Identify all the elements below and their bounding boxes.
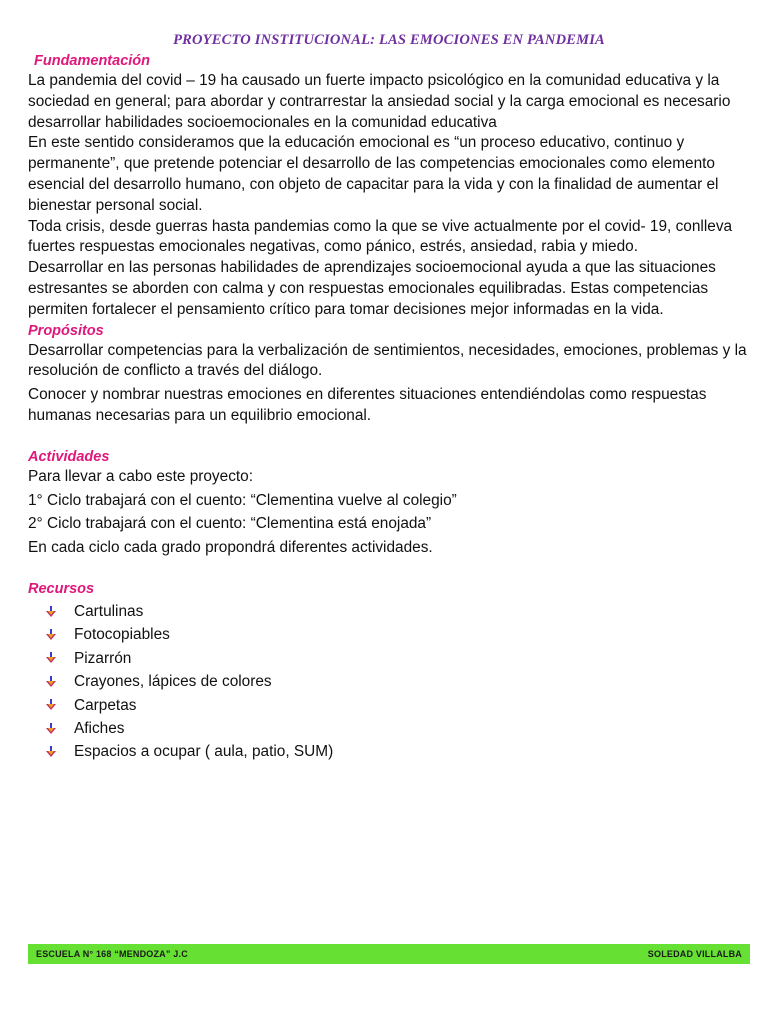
down-arrow-bullet-icon [46, 723, 56, 735]
down-arrow-bullet-icon [46, 652, 56, 664]
heading-propositos: Propósitos [28, 322, 104, 339]
list-item [46, 694, 750, 717]
recurso-label: Crayones, lápices de colores [74, 673, 272, 691]
footer-school: ESCUELA N° 168 “MENDOZA” J.C [36, 949, 188, 959]
footer-author: SOLEDAD VILLALBA [647, 949, 742, 959]
paragraph-propositos-2: Conocer y nombrar nuestras emociones en diferentes situaciones entendiéndolas como respuestas humanas necesarias para un equilibrio emocional. [28, 386, 707, 424]
document-page [28, 30, 750, 764]
recurso-label: Pizarrón [74, 649, 132, 667]
document-title: PROYECTO INSTITUCIONAL: LAS EMOCIONES EN PANDEMIA [173, 32, 605, 48]
heading-fundamentacion: Fundamentación [34, 53, 151, 69]
recurso-label: Cartulinas [74, 602, 144, 620]
recursos-list [28, 600, 750, 764]
list-item [46, 670, 750, 693]
recurso-label: Fotocopiables [74, 626, 170, 644]
down-arrow-bullet-icon [46, 746, 56, 758]
paragraph-fundamentacion-4: Desarrollar en las personas habilidades de aprendizajes socioemocional ayuda a que las situaciones estresantes se aborden con calma y con respuestas emocionales equilibradas. Estas competencias permiten fortalecer el pensamiento crítico para tomar decisiones mejor informadas en la vida. [28, 259, 716, 318]
list-item [46, 740, 750, 763]
list-item [46, 717, 750, 740]
paragraph-fundamentacion-2: En este sentido consideramos que la educación emocional es “un proceso educativo, continuo y permanente”, que pretende potenciar el desarrollo de las competencias emocionales como elemento esencial del desarrollo humano, con objeto de capacitar para la vida y con la finalidad de aumentar el bienestar personal social. [28, 134, 719, 214]
activity-line-1: Para llevar a cabo este proyecto: [28, 467, 253, 485]
activity-line-2: 1° Ciclo trabajará con el cuento: “Clementina vuelve al colegio” [28, 491, 457, 509]
heading-recursos: Recursos [28, 580, 95, 597]
recurso-label: Espacios a ocupar ( aula, patio, SUM) [74, 743, 334, 761]
recurso-label: Carpetas [74, 696, 137, 714]
paragraph-propositos-1: Desarrollar competencias para la verbalización de sentimientos, necesidades, emociones, problemas y la resolución de conflicto a través del diálogo. [28, 341, 747, 380]
list-item [46, 647, 750, 670]
down-arrow-bullet-icon [46, 676, 56, 688]
down-arrow-bullet-icon [46, 699, 56, 711]
activity-line-3: 2° Ciclo trabajará con el cuento: “Clementina está enojada” [28, 515, 432, 533]
paragraph-fundamentacion-3: Toda crisis, desde guerras hasta pandemias como la que se vive actualmente por el covid- 19, conlleva fuertes respuestas emocionales negativas, como pánico, estrés, ansiedad, rabia y miedo. [28, 217, 733, 256]
activity-line-4: En cada ciclo cada grado propondrá diferentes actividades. [28, 539, 433, 557]
down-arrow-bullet-icon [46, 629, 56, 641]
paragraph-fundamentacion-1: La pandemia del covid – 19 ha causado un fuerte impacto psicológico en la comunidad educativa y la sociedad en general; para abordar y contrarrestar la ansiedad social y la carga emocional es necesario desarrollar habilidades socioemocionales en la comunidad educativa [28, 72, 731, 131]
list-item [46, 623, 750, 646]
page-footer [28, 944, 750, 964]
heading-actividades: Actividades [28, 448, 110, 465]
recurso-label: Afiches [74, 719, 125, 737]
list-item [46, 600, 750, 623]
down-arrow-bullet-icon [46, 606, 56, 618]
